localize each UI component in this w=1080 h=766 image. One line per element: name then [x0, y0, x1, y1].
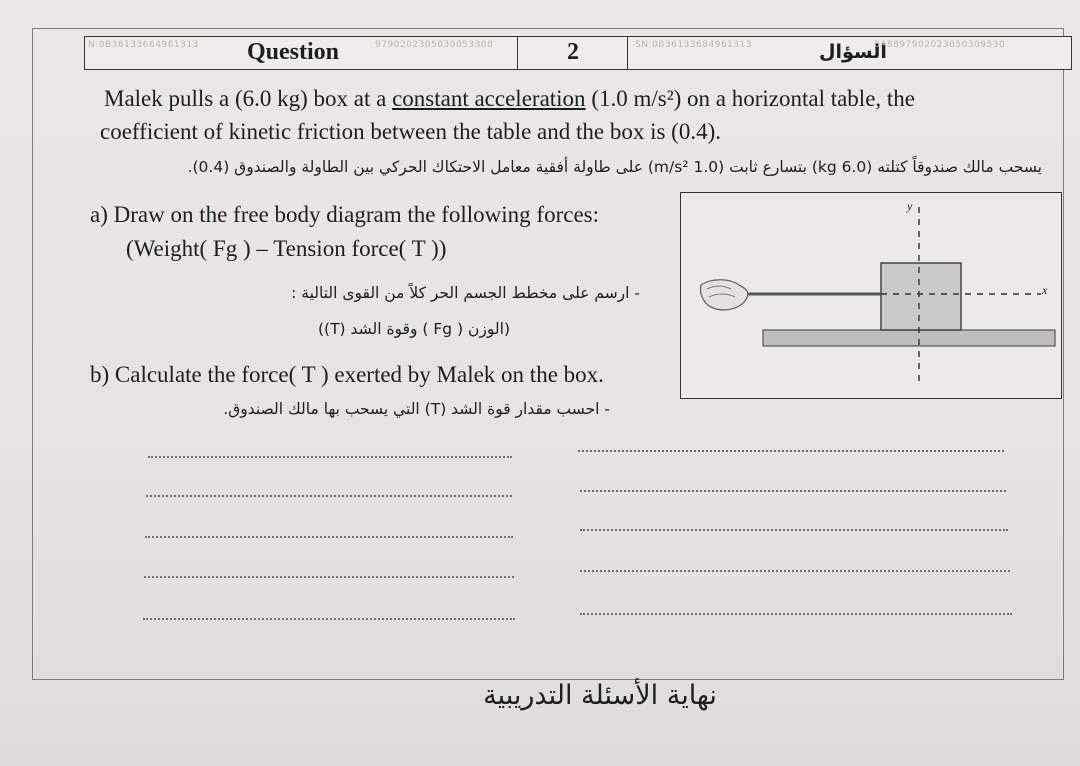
diagram-drawing — [681, 193, 1061, 398]
answer-line — [580, 529, 1008, 531]
serial-number: 9790202305030053308 — [375, 40, 494, 50]
header-number-cell — [517, 37, 628, 69]
part-a-arabic-2: (الوزن ( Fg ) وقوة الشد (T)) — [317, 320, 510, 338]
end-of-questions-text: نهاية الأسئلة التدريبية — [483, 680, 717, 711]
serial-number: 6A8897902023050309530 — [874, 40, 1006, 50]
part-a-arabic-1: - ارسم على مخطط الجسم الحر كلاً من القوى التالية : — [291, 284, 640, 302]
header-title-cell — [85, 37, 518, 69]
problem-line-2: coefficient of kinetic friction between the table and the box is (0.4). — [100, 119, 721, 144]
question-label: Question — [247, 39, 340, 65]
answer-line — [143, 618, 515, 620]
answer-line — [148, 456, 512, 458]
x-axis-label: x — [1042, 283, 1048, 297]
part-b-arabic: - احسب مقدار قوة الشد (T) التي يسحب بها مالك الصندوق. — [223, 400, 610, 418]
part-a-forces: (Weight( Fg ) – Tension force( T )) — [126, 236, 447, 261]
underlined-term: constant acceleration — [392, 86, 586, 111]
y-axis-label: y — [907, 199, 913, 213]
answer-line — [145, 536, 513, 538]
header-arabic-cell — [629, 37, 1071, 69]
answer-line — [580, 570, 1010, 572]
part-b-instruction: b) Calculate the force( T ) exerted by Malek on the box. — [90, 362, 604, 387]
answer-line — [580, 490, 1006, 492]
serial-number: SN:0B36133684961313 — [635, 40, 753, 50]
answer-line — [580, 613, 1012, 615]
free-body-diagram — [680, 192, 1062, 399]
question-number: 2 — [567, 39, 579, 65]
question-label-arabic: السؤال — [819, 41, 887, 63]
serial-number: N:0B36133664961313 — [88, 40, 199, 50]
problem-line-1: Malek pulls a (6.0 kg) box at a constant acceleration (1.0 m/s²) on a horizontal table, the — [104, 86, 916, 111]
answer-line — [578, 450, 1004, 452]
answer-line — [144, 576, 514, 578]
question-header — [84, 36, 1072, 70]
answer-line — [146, 495, 512, 497]
hand-icon — [700, 280, 747, 310]
problem-arabic: يسحب مالك صندوقاً كتلته (6.0 kg) بتسارع ثابت (1.0 m/s²) على طاولة أفقية معامل الاحتكاك الحركي بين الطاولة والصندوق (0.4). — [187, 158, 1042, 176]
box — [881, 263, 961, 330]
part-a-instruction: a) Draw on the free body diagram the following forces: — [90, 202, 600, 227]
table-surface — [763, 330, 1055, 346]
